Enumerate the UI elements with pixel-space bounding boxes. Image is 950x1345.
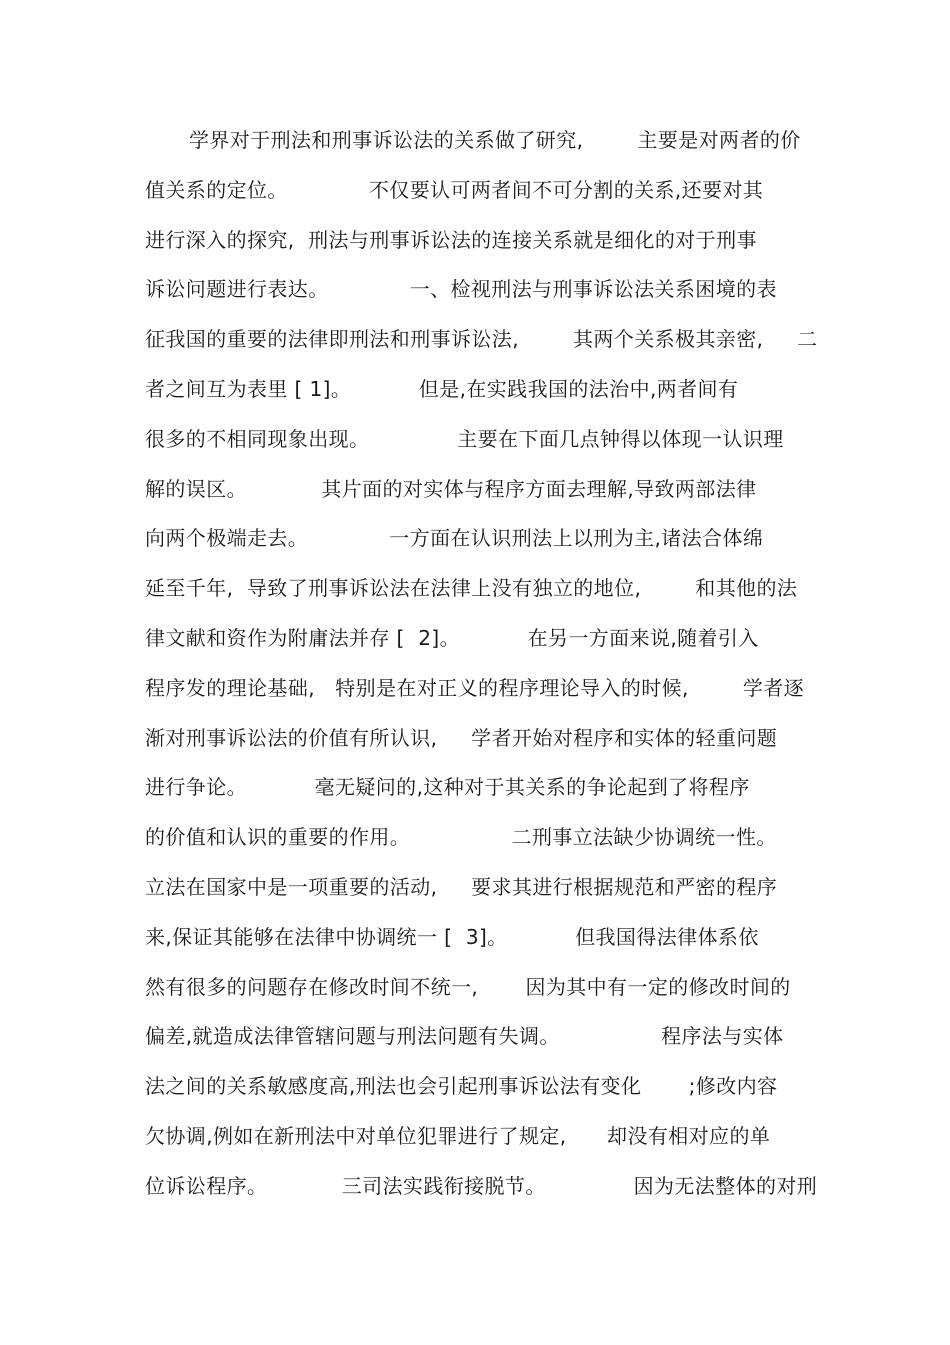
text-line: 立法在国家中是一项重要的活动, 要求其进行根据规范和严密的程序 xyxy=(145,874,778,899)
text-line: 诉讼问题进行表达。 一、检视刑法与刑事诉讼法关系困境的表 xyxy=(145,277,777,302)
body-paragraph xyxy=(145,116,825,1212)
text-line: 学界对于刑法和刑事诉讼法的关系做了研究, 主要是对两者的价 xyxy=(189,128,801,152)
text-line: 很多的不相同现象出现。 主要在下面几点钟得以体现一认识理 xyxy=(145,426,784,451)
text-line: 向两个极端走去。 一方面在认识刑法上以刑为主,诸法合体绵 xyxy=(145,526,764,551)
text-line: 欠协调,例如在新刑法中对单位犯罪进行了规定, 却没有相对应的单 xyxy=(145,1123,771,1148)
text-line: 程序发的理论基础, 特别是在对正义的程序理论导入的时候, 学者逐 xyxy=(145,675,805,700)
text-line: 者之间互为表里 [ 1]。 但是,在实践我国的法治中,两者间有 xyxy=(145,376,739,401)
text-line: 解的误区。 其片面的对实体与程序方面去理解,导致两部法律 xyxy=(145,476,757,501)
text-line: 法之间的关系敏感度高,刑法也会引起刑事诉讼法有变化 ;修改内容 xyxy=(145,1074,778,1099)
text-line: 的价值和认识的重要的作用。 二刑事立法缺少协调统一性。 xyxy=(145,825,777,850)
text-line: 延至千年, 导致了刑事诉讼法在法律上没有独立的地位, 和其他的法 xyxy=(145,576,798,601)
text-line: 位诉讼程序。 三司法实践衔接脱节。 因为无法整体的对刑 xyxy=(145,1173,818,1198)
text-line: 征我国的重要的法律即刑法和刑事诉讼法, 其两个关系极其亲密, 二 xyxy=(145,327,818,352)
text-line: 然有很多的问题存在修改时间不统一, 因为其中有一定的修改时间的 xyxy=(145,974,791,999)
text-line: 偏差,就造成法律管辖问题与刑法问题有失调。 程序法与实体 xyxy=(145,1024,784,1049)
text-line: 渐对刑事诉讼法的价值有所认识, 学者开始对程序和实体的轻重问题 xyxy=(145,725,778,750)
text-line: 律文献和资作为附庸法并存 [ 2]。 在另一方面来说,随着引入 xyxy=(145,625,759,650)
text-line: 进行深入的探究, 刑法与刑事诉讼法的连接关系就是细化的对于刑事 xyxy=(145,227,757,252)
text-line: 来,保证其能够在法律中协调统一 [ 3]。 但我国得法律体系依 xyxy=(145,924,759,949)
text-line: 进行争论。 毫无疑问的,这种对于其关系的争论起到了将程序 xyxy=(145,775,750,800)
text-line: 值关系的定位。 不仅要认可两者间不可分割的关系,还要对其 xyxy=(145,177,764,202)
